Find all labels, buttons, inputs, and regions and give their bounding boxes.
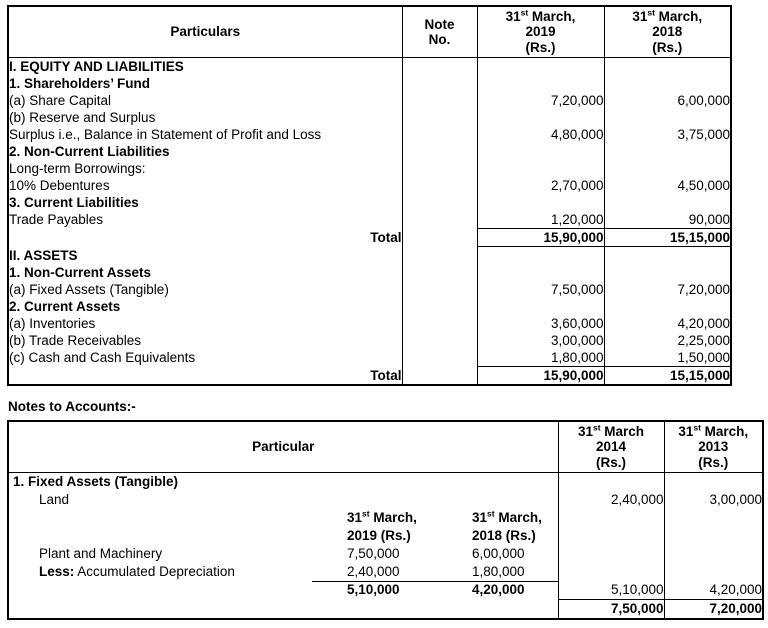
total-row <box>8 229 731 247</box>
value-2018-cell <box>604 58 731 76</box>
note-item-label: Less: Accumulated Depreciation <box>39 564 235 579</box>
particular-cell <box>8 527 558 545</box>
value-2013-cell: 3,00,000 <box>664 491 763 509</box>
value-2014-cell: 5,10,000 <box>558 581 664 600</box>
note-cell <box>402 229 477 247</box>
note-item-label: Plant and Machinery <box>39 546 163 561</box>
value-2019-cell: 2,70,000 <box>477 177 604 194</box>
date-year: 2018 <box>652 24 683 40</box>
currency-label: (Rs.) <box>652 39 683 55</box>
note-item-label: 1. Fixed Assets (Tangible) <box>13 474 179 489</box>
notes-subtotal-row <box>8 581 763 600</box>
date-month: March, <box>654 8 703 24</box>
value-2018-cell: 90,000 <box>604 211 731 229</box>
particular-cell <box>8 491 558 509</box>
note-cell <box>402 177 477 194</box>
particulars-cell: 1. Non-Current Assets <box>9 265 152 280</box>
note-cell <box>402 281 477 298</box>
table-row <box>8 211 731 229</box>
notes-section-title: Notes to Accounts:- <box>8 399 136 414</box>
note-cell <box>402 194 477 211</box>
value-2013-cell <box>664 545 763 563</box>
date-day: 31 <box>632 8 648 24</box>
note-cell <box>402 298 477 315</box>
particular-cell <box>8 509 558 527</box>
subtotal-rule <box>312 581 558 582</box>
table-row <box>8 298 731 315</box>
currency-label: (Rs.) <box>698 454 729 470</box>
inner-value-2019: 2,40,000 <box>347 564 400 579</box>
value-2014-cell <box>558 509 664 527</box>
value-2018-cell <box>604 160 731 177</box>
inner-value-2018: 1,80,000 <box>472 564 525 579</box>
date-year: 2019 <box>525 24 556 40</box>
value-2018-cell <box>604 109 731 126</box>
value-2019-cell: 1,20,000 <box>477 211 604 229</box>
particulars-cell: (c) Cash and Cash Equivalents <box>9 350 196 366</box>
particulars-cell: (b) Trade Receivables <box>9 333 142 348</box>
notes-row <box>8 545 763 563</box>
date-ordinal: st <box>520 7 529 18</box>
notes-total-row <box>8 600 763 620</box>
inner-header-2018-year: 2018 (Rs.) <box>472 528 536 543</box>
value-2018-cell: 4,20,000 <box>604 315 731 332</box>
total-2018-cell: 15,15,000 <box>604 367 731 386</box>
value-2013-cell <box>664 527 763 545</box>
total-2014-cell: 7,50,000 <box>558 600 664 620</box>
header-march-2018 <box>604 6 731 58</box>
header-note-line2: No. <box>428 32 451 47</box>
value-2019-cell: 1,80,000 <box>477 349 604 367</box>
note-cell <box>402 109 477 126</box>
date-ordinal: st <box>647 7 655 18</box>
note-cell <box>402 58 477 76</box>
value-2019-cell: 3,60,000 <box>477 315 604 332</box>
particulars-cell: 1. Shareholders’ Fund <box>9 76 151 91</box>
inner-header-2019-year: 2019 (Rs.) <box>347 528 411 543</box>
note-cell <box>402 367 477 386</box>
particular-cell <box>8 581 558 600</box>
table-row <box>8 281 731 298</box>
particulars-cell: I. EQUITY AND LIABILITIES <box>9 59 184 74</box>
note-cell <box>402 247 477 265</box>
particulars-cell: 2. Non-Current Liabilities <box>9 144 170 159</box>
note-cell <box>402 143 477 160</box>
inner-header-2018 <box>472 509 558 527</box>
table-row <box>8 247 731 265</box>
date-month: March, <box>494 510 542 525</box>
value-2018-cell <box>604 75 731 92</box>
less-label: Less: <box>39 564 75 579</box>
notes-row <box>8 509 763 527</box>
total-2018-cell: 15,15,000 <box>604 229 731 247</box>
table-row <box>8 315 731 332</box>
notes-header-row <box>8 421 763 473</box>
date-year: 2013 <box>698 439 729 455</box>
table-row <box>8 109 731 126</box>
currency-label: (Rs.) <box>596 454 626 470</box>
value-2018-cell: 1,50,000 <box>604 349 731 367</box>
header-march-2013 <box>664 421 763 473</box>
total-row <box>8 367 731 386</box>
notes-row <box>8 563 763 581</box>
total-2019-cell: 15,90,000 <box>477 229 604 247</box>
table-row <box>8 126 731 143</box>
date-ordinal: st <box>693 422 701 433</box>
header-note-no <box>402 6 477 58</box>
header-march-2014 <box>558 421 664 473</box>
value-2014-cell <box>558 545 664 563</box>
value-2018-cell: 7,20,000 <box>604 281 731 298</box>
value-2019-cell <box>477 264 604 281</box>
value-2018-cell: 6,00,000 <box>604 92 731 109</box>
notes-row <box>8 473 763 492</box>
inner-header-2019 <box>347 509 472 527</box>
header-note-line1: Note <box>424 16 455 32</box>
particulars-cell: Trade Payables <box>9 212 104 228</box>
notes-to-accounts-table <box>7 420 764 620</box>
value-2019-cell <box>477 247 604 265</box>
value-2018-cell <box>604 247 731 265</box>
value-2013-cell <box>664 473 763 492</box>
value-2018-cell: 3,75,000 <box>604 126 731 143</box>
value-2018-cell <box>604 143 731 160</box>
date-month: March <box>600 423 645 439</box>
date-year: 2014 <box>595 439 627 455</box>
note-item-label: Land <box>39 492 70 507</box>
value-2014-cell <box>558 527 664 545</box>
particulars-cell: 2. Current Assets <box>9 299 121 314</box>
particulars-cell: II. ASSETS <box>9 247 78 263</box>
note-cell <box>402 160 477 177</box>
date-ordinal: st <box>362 509 370 519</box>
table-row <box>8 349 731 367</box>
value-2013-cell: 4,20,000 <box>664 581 763 600</box>
date-day: 31 <box>678 423 694 439</box>
note-cell <box>402 349 477 367</box>
value-2019-cell <box>477 194 604 211</box>
header-particulars-label: Particulars <box>170 24 241 40</box>
date-ordinal: st <box>592 422 601 433</box>
value-2013-cell <box>664 509 763 527</box>
particulars-cell: (b) Reserve and Surplus <box>9 110 156 125</box>
value-2019-cell <box>477 298 604 315</box>
particulars-cell: Surplus i.e., Balance in Statement of Profit and Loss <box>9 127 322 142</box>
note-cell <box>402 211 477 229</box>
particulars-cell: 10% Debentures <box>9 178 110 193</box>
note-cell <box>402 92 477 109</box>
value-2014-cell <box>558 563 664 581</box>
header-march-2019 <box>477 6 604 58</box>
header-particular <box>8 421 558 473</box>
date-month: March, <box>369 510 417 525</box>
value-2019-cell <box>477 160 604 177</box>
value-2019-cell: 7,50,000 <box>477 281 604 298</box>
total-label: Total <box>370 367 402 383</box>
value-2013-cell <box>664 563 763 581</box>
value-2019-cell: 3,00,000 <box>477 332 604 349</box>
value-2019-cell <box>477 143 604 160</box>
total-label: Total <box>370 230 402 245</box>
value-2018-cell <box>604 264 731 281</box>
inner-value-2019: 7,50,000 <box>347 546 400 561</box>
table-row <box>8 92 731 109</box>
note-cell <box>402 126 477 143</box>
particular-cell <box>8 545 558 563</box>
value-2018-cell: 4,50,000 <box>604 177 731 194</box>
table-row <box>8 75 731 92</box>
date-day: 31 <box>505 8 521 24</box>
note-cell <box>402 264 477 281</box>
inner-net-2019: 5,10,000 <box>347 582 400 598</box>
value-2018-cell <box>604 298 731 315</box>
value-2019-cell: 4,80,000 <box>477 126 604 143</box>
particulars-cell: (a) Fixed Assets (Tangible) <box>9 282 169 297</box>
note-cell <box>402 75 477 92</box>
note-cell <box>402 332 477 349</box>
note-cell <box>402 315 477 332</box>
date-day: 31 <box>472 510 488 525</box>
date-day: 31 <box>347 510 363 525</box>
currency-label: (Rs.) <box>525 39 556 55</box>
table-row <box>8 160 731 177</box>
value-2019-cell <box>477 109 604 126</box>
table-row <box>8 194 731 211</box>
particular-cell <box>8 563 558 581</box>
value-2018-cell: 2,25,000 <box>604 332 731 349</box>
table-row <box>8 58 731 76</box>
header-particular-label: Particular <box>252 439 315 455</box>
notes-row <box>8 527 763 545</box>
particulars-cell: (a) Share Capital <box>9 93 112 108</box>
date-month: March, <box>700 423 749 439</box>
table-row <box>8 264 731 281</box>
value-2018-cell <box>604 194 731 211</box>
total-2013-cell: 7,20,000 <box>664 600 763 620</box>
date-month: March, <box>528 8 576 24</box>
particulars-cell: Long-term Borrowings: <box>9 161 146 176</box>
date-ordinal: st <box>487 509 495 519</box>
value-2019-cell <box>477 75 604 92</box>
value-2019-cell <box>477 58 604 76</box>
inner-value-2018: 6,00,000 <box>472 546 525 561</box>
value-2019-cell: 7,20,000 <box>477 92 604 109</box>
notes-row <box>8 491 763 509</box>
inner-net-2018: 4,20,000 <box>472 582 525 598</box>
particulars-cell: (a) Inventories <box>9 316 96 331</box>
table-row <box>8 332 731 349</box>
value-2014-cell: 2,40,000 <box>558 491 664 509</box>
value-2014-cell <box>558 473 664 492</box>
total-2019-cell: 15,90,000 <box>477 367 604 386</box>
table-row <box>8 177 731 194</box>
particular-cell <box>8 473 558 492</box>
particular-cell <box>8 600 558 620</box>
table-header-row <box>8 6 731 58</box>
balance-sheet-table <box>7 5 732 386</box>
header-particulars <box>8 6 402 58</box>
table-row <box>8 143 731 160</box>
particulars-cell: 3. Current Liabilities <box>9 195 139 210</box>
date-day: 31 <box>577 423 593 439</box>
